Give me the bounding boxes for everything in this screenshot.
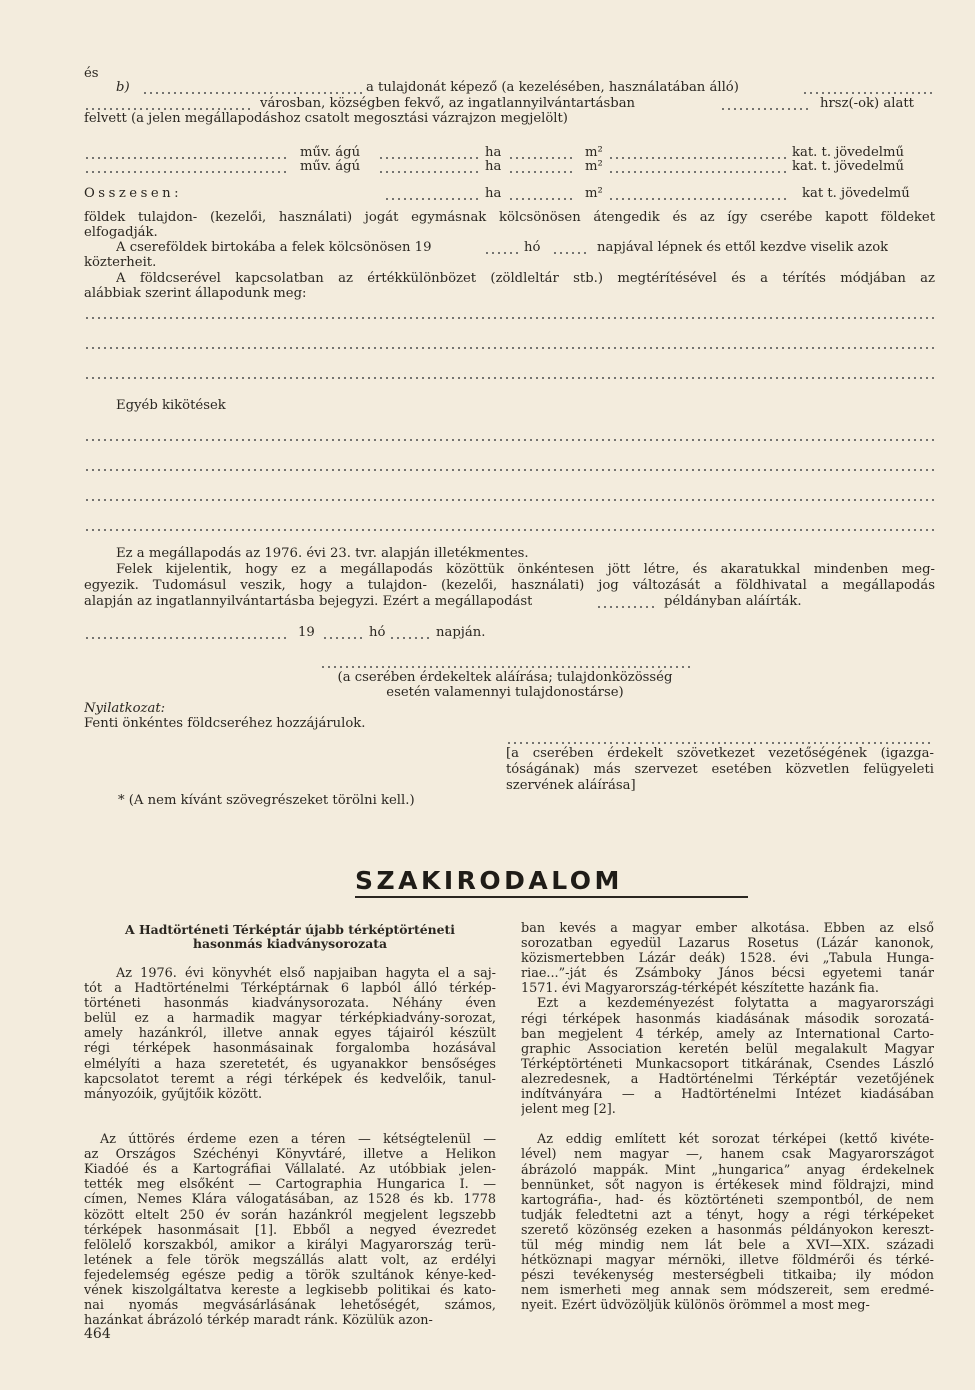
text-line xyxy=(521,1344,934,1359)
fill-blank xyxy=(552,252,590,254)
text-line: Térképtörténeti Munkacsoport titkárának, Csendes László xyxy=(521,1056,934,1072)
text-line xyxy=(84,1102,496,1117)
form-item-b-label: b) xyxy=(116,80,130,95)
title-underline xyxy=(355,896,748,898)
text-line: felölelő korszakból, amikor a királyi Magyarország terü- xyxy=(84,1237,496,1253)
text-line: letének a fele török megszállás alatt volt, az erdélyi xyxy=(84,1252,496,1268)
text-line: az Országos Széchényi Könyvtáré, illetve a Helikon xyxy=(84,1147,496,1163)
date-ho: hó xyxy=(369,625,386,640)
fill-blank xyxy=(608,171,788,173)
fill-blank xyxy=(802,92,934,94)
fill-blank xyxy=(142,92,364,94)
form-line-varosban: városban, községben fekvő, az ingatlannyilvántartásban xyxy=(260,96,636,111)
signature-caption: (a cserében érdekeltek aláírása; tulajdonközösség xyxy=(337,670,673,685)
form-text-line: földek tulajdon- (kezelői, használati) jogát egymásnak kölcsönösen átengedik és az így cserébe kapott földeket xyxy=(84,210,935,225)
signature-line xyxy=(506,742,934,744)
row1-ha: ha xyxy=(485,145,502,160)
form-text-line: alábbiak szerint állapodunk meg: xyxy=(84,286,307,301)
text-line: alezredesnek, a Hadtörténelmi Térképtár vezetőjének xyxy=(521,1071,934,1087)
signature-caption: esetén valamennyi tulajdonostárse) xyxy=(386,685,624,700)
fill-blank xyxy=(322,637,362,639)
article-column-left xyxy=(84,966,496,1358)
fill-blank-line xyxy=(84,469,935,471)
text-line: bennünket, sőt nagyon is értékesek mind földrajzi, mind xyxy=(521,1177,934,1193)
text-line: indítványára — a Hadtörténelmi Intézet kiadásában xyxy=(521,1087,934,1103)
form-text-line: A földcserével kapcsolatban az értékkülönbözet (zöldleltár stb.) megtérítésével és a térítés módjában az xyxy=(116,271,935,286)
section-title: SZAKIRODALOM xyxy=(355,866,623,895)
total-m2: m² xyxy=(585,186,603,201)
text-line: belül ez a harmadik magyar térképkiadvány-sorozat, xyxy=(84,1011,496,1027)
text-line xyxy=(84,1328,496,1343)
text-line: graphic Association keretén belül megalakult Magyar xyxy=(521,1041,934,1057)
fill-blank xyxy=(84,157,290,159)
coop-signature-caption: tóságának) más szervezet esetében közvetlen felügyeleti xyxy=(506,762,934,777)
text-line: pészi tevékenység mesterségbeli titkaiba; ily módon xyxy=(521,1268,934,1284)
cserefoldek-ho: hó xyxy=(524,240,541,255)
osszesen-label: Összesen: xyxy=(84,186,183,201)
text-line: fejedelemség egésze pedig a török szultánok kénye-ked- xyxy=(84,1267,496,1283)
row1-jovedelmu: kat. t. jövedelmű xyxy=(792,145,904,160)
cserefoldek-start: A csereföldek birtokába a felek kölcsönösen 19 xyxy=(116,240,432,255)
row2-m2: m² xyxy=(585,159,603,174)
text-line: tették meg elsőként — Cartographia Hungarica I. — xyxy=(84,1177,496,1193)
fill-blank xyxy=(608,157,788,159)
text-line xyxy=(521,1329,934,1344)
text-line: kapcsolatot teremt a régi térképek és kedvelőik, tanul- xyxy=(84,1071,496,1087)
fill-blank xyxy=(508,157,576,159)
fill-blank xyxy=(84,171,290,173)
fill-blank-line xyxy=(84,499,935,501)
article-title-line: A Hadtörténeti Térképtár újabb térképtörténeti xyxy=(125,922,455,937)
text-line: szerető közönség ezeken a hasonmás példányokon kereszt- xyxy=(521,1222,934,1238)
text-line: mányozóik, gyűjtőik között. xyxy=(84,1086,263,1102)
text-line xyxy=(84,1117,496,1132)
fill-blank xyxy=(508,171,576,173)
fill-blank xyxy=(596,606,658,608)
fill-blank xyxy=(378,157,478,159)
text-line: nem ismerheti meg annak sem módszereit, sem eredmé- xyxy=(521,1283,934,1299)
fill-blank xyxy=(608,198,788,200)
fill-blank-line xyxy=(84,347,935,349)
text-line: ábrázoló mappák. Mint „hungarica” anyag érdekelnek xyxy=(521,1162,934,1178)
article-title-line: hasonmás kiadványsorozata xyxy=(193,936,387,951)
nyilatkozat-label: Nyilatkozat: xyxy=(84,701,166,716)
form-text-line: egyezik. Tudomásul veszik, hogy a tulajdon- (kezelői, használati) jog változását a földhivatal a megállapodás xyxy=(84,578,935,593)
fill-blank xyxy=(508,198,576,200)
text-line: tót a Hadtörténelmi Térképtárnak 6 lapból álló térkép- xyxy=(84,981,496,997)
text-line: kartográfia-, had- és köztörténeti szempontból, de nem xyxy=(521,1192,934,1208)
cserefoldek-end: napjával lépnek és ettől kezdve viselik azok xyxy=(597,240,889,255)
form-text-line: elfogadják. xyxy=(84,225,158,240)
text-line: riae...”-ját és Zsámboky János bécsi egyetemi tanár xyxy=(521,966,934,982)
text-line: közismertebben Lázár deák) 1528. évi „Tabula Hunga- xyxy=(521,951,934,967)
text-line: ban megjelent 4 térkép, amely az International Carto- xyxy=(521,1026,934,1042)
row2-muv-agu: műv. ágú xyxy=(300,159,361,174)
form-text-line: közterheit. xyxy=(84,255,157,270)
text-line: Kiadóé és a Kartográfiai Vállalaté. Az utóbbiak jelen- xyxy=(84,1162,496,1178)
text-line: hétköznapi magyar mérnöki, illetve földmérői és térké- xyxy=(521,1253,934,1269)
text-line: tudják feledtetni azt a tényt, hogy a régi térképeket xyxy=(521,1207,934,1223)
text-line: Ezt a kezdeményezést folytatta a magyarországi xyxy=(537,996,934,1012)
text-line: nyeit. Ezért üdvözöljük különös örömmel a most meg- xyxy=(521,1298,870,1314)
fill-blank-line xyxy=(84,377,935,379)
signature-line xyxy=(320,666,690,668)
form-item-b-text: a tulajdonát képező (a kezelésében, használatában álló) xyxy=(366,80,739,95)
footnote: * (A nem kívánt szövegrészeket törölni kell.) xyxy=(118,793,415,808)
text-line xyxy=(521,1117,934,1132)
text-line: 1571. évi Magyarország-térképét készítette hazánk fia. xyxy=(521,981,879,997)
text-line: hazánkat ábrázoló térkép maradt ránk. Közülük azon- xyxy=(84,1313,433,1329)
fill-blank xyxy=(384,198,478,200)
text-line: amely hazánkról, illetve annak egyes tájairól készült xyxy=(84,1026,496,1042)
text-line: címen, Nemes Klára válogatásában, az 1528 és kb. 1778 xyxy=(84,1192,496,1208)
text-line: ban kevés a magyar ember alkotása. Ebben az első xyxy=(521,921,934,936)
page-number: 464 xyxy=(84,1326,111,1342)
fill-blank xyxy=(84,108,252,110)
text-line: Az úttörés érdeme ezen a téren — kétségtelenül — xyxy=(100,1132,496,1148)
form-text-line: alapján az ingatlannyilvántartásba bejegyzi. Ezért a megállapodást xyxy=(84,594,533,609)
total-ha: ha xyxy=(485,186,502,201)
text-line: Az 1976. évi könyvhét első napjaiban hagyta el a saj- xyxy=(116,966,496,981)
form-line-hrsz: hrsz(-ok) alatt xyxy=(820,96,914,111)
date-napjan: napján. xyxy=(436,625,486,640)
fill-blank xyxy=(389,637,429,639)
text-line: régi térképek hasonmásainak forgalomba hozásával xyxy=(84,1041,496,1057)
text-line: tül még mindig nem lát bele a XVI—XIX. századi xyxy=(521,1237,934,1253)
text-line xyxy=(521,1313,934,1328)
fill-blank xyxy=(378,171,478,173)
fill-blank-line xyxy=(84,317,935,319)
row1-m2: m² xyxy=(585,145,603,160)
text-line: vének kiszolgáltatva kereste a legkisebb politikai és kato- xyxy=(84,1282,496,1298)
text-line: Az eddig említett két sorozat térképei (kettő kivéte- xyxy=(537,1132,934,1148)
text-line: régi térképek hasonmás kiadásának második sorozatá- xyxy=(521,1011,934,1027)
form-text-line: Felek kijelentik, hogy ez a megállapodás közöttük önkéntesen jött létre, és akaratukkal mindenben meg- xyxy=(116,562,935,577)
text-line: között eltelt 250 év során hazánkról megjelent legszebb xyxy=(84,1207,496,1223)
illetekmentes-line: Ez a megállapodás az 1976. évi 23. tvr. alapján illetékmentes. xyxy=(116,546,529,561)
fill-blank-line xyxy=(84,439,935,441)
coop-signature-caption: szervének aláírása] xyxy=(506,778,636,793)
fill-blank-line xyxy=(84,529,935,531)
fill-blank xyxy=(484,252,518,254)
article-column-right xyxy=(521,921,934,1359)
text-line: sorozatban egyedül Lazarus Rosetus (Lázár kanonok, xyxy=(521,936,934,952)
coop-signature-caption: [a cserében érdekelt szövetkezet vezetőségének (igazga- xyxy=(506,746,934,761)
text-line: lével) nem magyar —, hanem csak Magyarországot xyxy=(521,1147,934,1163)
fill-blank xyxy=(84,637,290,639)
text-line: nai nyomás megvásárlásának lehetőségét, számos, xyxy=(84,1298,496,1314)
nyilatkozat-text: Fenti önkéntes földcseréhez hozzájárulok. xyxy=(84,716,366,731)
date-19: 19 xyxy=(298,625,315,640)
text-line: történeti hasonmás kiadványsorozata. Néhány éven xyxy=(84,996,496,1012)
form-text-line: példányban aláírták. xyxy=(664,594,802,609)
row1-muv-agu: műv. ágú xyxy=(300,145,361,160)
egyeb-kikotesek-label: Egyéb kikötések xyxy=(116,398,226,413)
row2-ha: ha xyxy=(485,159,502,174)
text-line: elmélyíti a haza szeretetét, és ugyanakkor bensőséges xyxy=(84,1056,496,1072)
fill-blank xyxy=(720,108,810,110)
text-line xyxy=(84,1343,496,1358)
row2-jovedelmu: kat. t. jövedelmű xyxy=(792,159,904,174)
text-line: jelent meg [2]. xyxy=(521,1102,616,1118)
total-jovedelmu: kat t. jövedelmű xyxy=(802,186,910,201)
form-line-felvett: felvett (a jelen megállapodáshoz csatolt megosztási vázrajzon megjelölt) xyxy=(84,111,568,126)
form-line-es: és xyxy=(84,66,99,81)
text-line: térképek hasonmásait [1]. Ebből a negyed évezredet xyxy=(84,1222,496,1238)
